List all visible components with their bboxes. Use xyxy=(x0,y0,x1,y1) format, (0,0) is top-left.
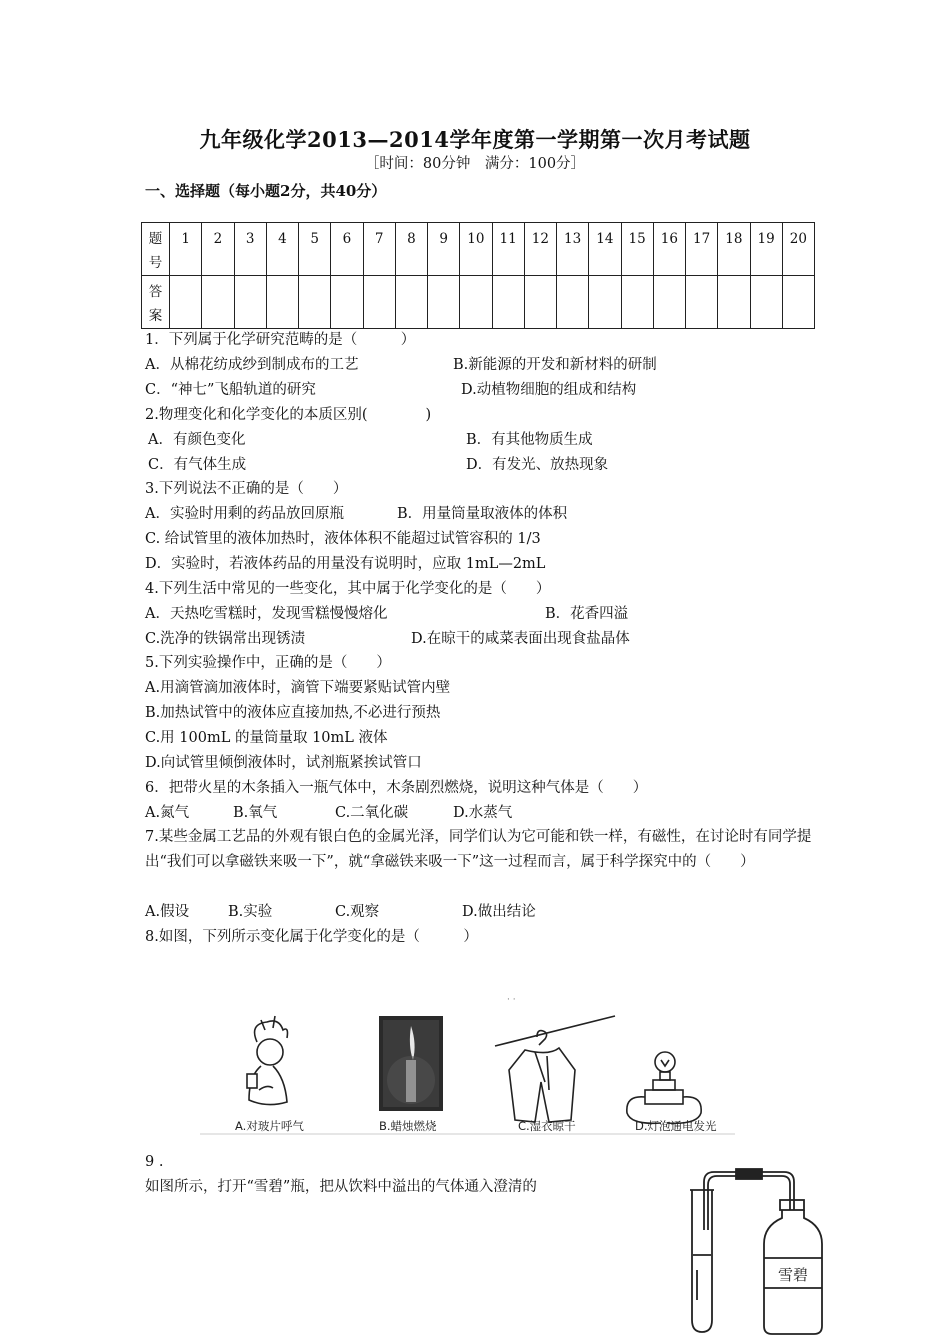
question-number-cell: 2 xyxy=(202,223,234,276)
question-number-cell: 3 xyxy=(234,223,266,276)
answer-cell[interactable] xyxy=(331,276,363,329)
question-number-cell: 4 xyxy=(266,223,298,276)
q8-caption-a: A.对玻片呼气 xyxy=(235,1119,304,1133)
answer-cell[interactable] xyxy=(524,276,556,329)
q5-option-a: A.用滴管滴加液体时，滴管下端要紧贴试管内壁 xyxy=(145,680,451,696)
q7-option-d: D.做出结论 xyxy=(462,904,536,920)
q2-option-a: A．有颜色变化 xyxy=(148,432,246,448)
q5-option-b: B.加热试管中的液体应直接加热,不必进行预热 xyxy=(145,705,441,721)
q5-option-c: C.用 100mL 的量筒量取 10mL 液体 xyxy=(145,730,388,746)
answer-cell[interactable] xyxy=(202,276,234,329)
question-4-stem: 4.下列生活中常见的一些变化，其中属于化学变化的是（ ） xyxy=(145,581,551,597)
answer-cell[interactable] xyxy=(170,276,202,329)
answer-cell[interactable] xyxy=(686,276,718,329)
q6-option-c: C.二氧化碳 xyxy=(335,805,409,821)
q8-caption-b: B.蜡烛燃烧 xyxy=(379,1119,437,1133)
answer-cell[interactable] xyxy=(299,276,331,329)
answer-cell[interactable] xyxy=(557,276,589,329)
q2-option-b: B．有其他物质生成 xyxy=(466,432,593,448)
question-9-figure xyxy=(676,1160,826,1340)
exam-info: ［时间：80分钟 满分：100分］ xyxy=(364,156,586,172)
q3-option-a: A．实验时用剩的药品放回原瓶 xyxy=(145,506,344,522)
question-number-cell: 19 xyxy=(750,223,782,276)
q8-caption-c: C.湿衣晾干 xyxy=(518,1119,576,1133)
q7-option-a: A.假设 xyxy=(145,904,190,920)
row-header-answer: 答 案 xyxy=(142,276,170,329)
question-number-cell: 9 xyxy=(428,223,460,276)
table-row-numbers xyxy=(142,223,815,276)
candle-burning-image xyxy=(379,1016,443,1111)
q7-option-b: B.实验 xyxy=(228,904,273,920)
question-number-cell: 6 xyxy=(331,223,363,276)
question-number-cell: 11 xyxy=(492,223,524,276)
svg-text:· ·: · · xyxy=(507,995,516,1005)
question-1-stem: 1．下列属于化学研究范畴的是（ ） xyxy=(145,332,416,348)
answer-cell[interactable] xyxy=(621,276,653,329)
question-number-cell: 8 xyxy=(395,223,427,276)
answer-cell[interactable] xyxy=(234,276,266,329)
q3-option-b: B．用量筒量取液体的体积 xyxy=(397,506,568,522)
question-number-cell: 15 xyxy=(621,223,653,276)
question-number-cell: 5 xyxy=(299,223,331,276)
q1-option-a: A．从棉花纺成纱到制成布的工艺 xyxy=(145,357,359,373)
answer-cell[interactable] xyxy=(266,276,298,329)
question-number-cell: 13 xyxy=(557,223,589,276)
question-number-cell: 12 xyxy=(524,223,556,276)
question-9-stem: 如图所示，打开“雪碧”瓶，把从饮料中溢出的气体通入澄清的 xyxy=(145,1179,537,1195)
bottle-label: 雪碧 xyxy=(777,1266,809,1284)
question-number-cell: 18 xyxy=(718,223,750,276)
person-breathing-image xyxy=(247,1016,288,1105)
q4-option-c: C.洗净的铁锅常出现锈渍 xyxy=(145,631,306,647)
question-3-stem: 3.下列说法不正确的是（ ） xyxy=(145,481,348,497)
q3-option-d: D．实验时，若液体药品的用量没有说明时，应取 1mL—2mL xyxy=(145,556,546,572)
test-tube-and-bottle-image xyxy=(676,1160,826,1340)
light-bulb-circuit-image xyxy=(627,1052,701,1123)
q3-option-c: C. 给试管里的液体加热时，液体体积不能超过试管容积的 1/3 xyxy=(145,531,541,547)
q5-option-d: D.向试管里倾倒液体时，试剂瓶紧挨试管口 xyxy=(145,755,422,771)
question-number-cell: 1 xyxy=(170,223,202,276)
question-6-stem: 6．把带火星的木条插入一瓶气体中，木条剧烈燃烧，说明这种气体是（ ） xyxy=(145,780,648,796)
answer-cell[interactable] xyxy=(460,276,492,329)
table-row-answers xyxy=(142,276,815,329)
question-number-cell: 14 xyxy=(589,223,621,276)
answer-cell[interactable] xyxy=(492,276,524,329)
answer-cell[interactable] xyxy=(653,276,685,329)
question-7-stem: 7.某些金属工艺品的外观有银白色的金属光泽，同学们认为它可能和铁一样，有磁性，在讨论时有同学提出“我们可以拿磁铁来吸一下”，就“拿磁铁来吸一下”这一过程而言，属于科学探究中的（ ） xyxy=(145,829,812,870)
question-5-stem: 5.下列实验操作中，正确的是（ ） xyxy=(145,655,391,671)
q8-caption-d: D.灯泡通电发光 xyxy=(635,1119,717,1133)
q4-option-a: A．天热吃雪糕时，发现雪糕慢慢熔化 xyxy=(145,606,388,622)
q1-option-b: B.新能源的开发和新材料的研制 xyxy=(453,357,657,373)
answer-cell[interactable] xyxy=(782,276,814,329)
answer-cell[interactable] xyxy=(589,276,621,329)
question-number-cell: 16 xyxy=(653,223,685,276)
question-8-figure xyxy=(195,990,740,1140)
q4-option-b: B．花香四溢 xyxy=(545,606,629,622)
q6-option-d: D.水蒸气 xyxy=(453,805,513,821)
clothes-drying-image xyxy=(495,995,615,1122)
answer-cell[interactable] xyxy=(395,276,427,329)
q7-option-c: C.观察 xyxy=(335,904,380,920)
answer-cell[interactable] xyxy=(363,276,395,329)
q2-option-d: D．有发光、放热现象 xyxy=(466,457,609,473)
answer-cell[interactable] xyxy=(750,276,782,329)
q6-option-a: A.氮气 xyxy=(145,805,190,821)
question-number-cell: 20 xyxy=(782,223,814,276)
q1-option-d: D.动植物细胞的组成和结构 xyxy=(461,382,637,398)
q4-option-d: D.在晾干的咸菜表面出现食盐晶体 xyxy=(411,631,630,647)
answer-cell[interactable] xyxy=(428,276,460,329)
q1-option-c: C．“神七”飞船轨道的研究 xyxy=(145,382,316,398)
question-9-number: 9 . xyxy=(145,1154,164,1170)
question-number-cell: 17 xyxy=(686,223,718,276)
question-number-cell: 7 xyxy=(363,223,395,276)
question-8-stem: 8.如图，下列所示变化属于化学变化的是（ ） xyxy=(145,929,478,945)
section-heading: 一、选择题（每小题2分，共40分） xyxy=(145,182,387,200)
question-2-stem: 2.物理变化和化学变化的本质区别( ) xyxy=(145,407,432,423)
answer-table xyxy=(141,222,815,329)
q6-option-b: B.氧气 xyxy=(233,805,278,821)
q2-option-c: C．有气体生成 xyxy=(148,457,247,473)
question-number-cell: 10 xyxy=(460,223,492,276)
answer-cell[interactable] xyxy=(718,276,750,329)
row-header-number: 题 号 xyxy=(142,223,170,276)
page-title: 九年级化学2013—2014学年度第一学期第一次月考试题 xyxy=(199,127,751,152)
